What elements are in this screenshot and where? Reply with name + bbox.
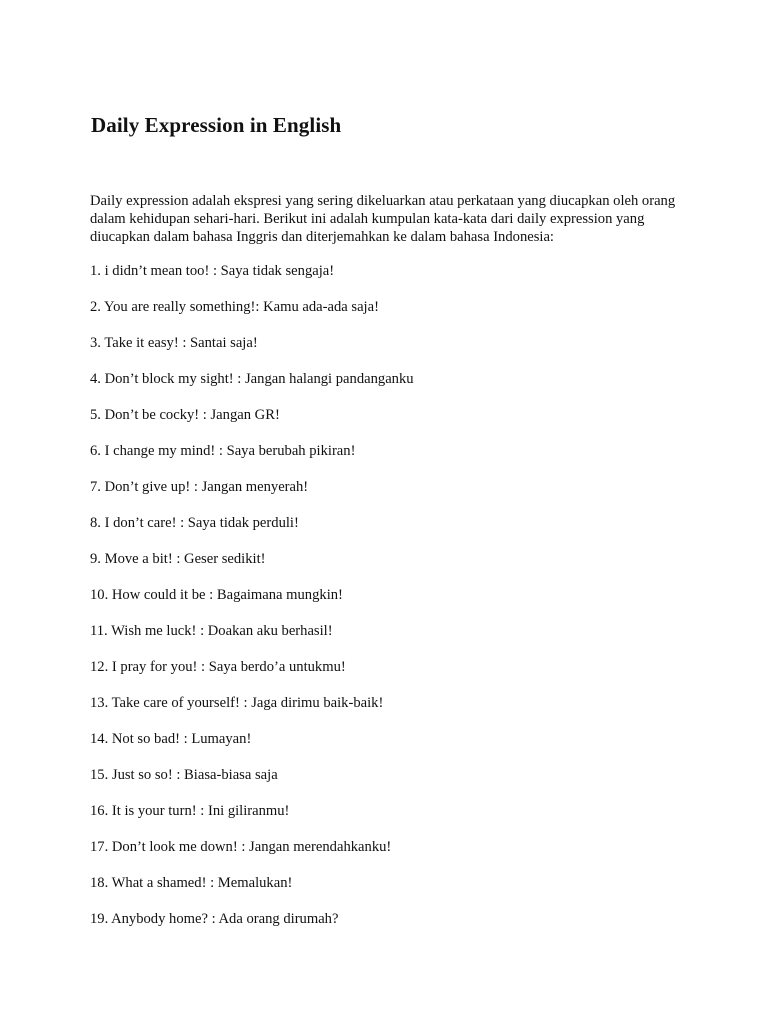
list-item: 4. Don’t block my sight! : Jangan halangi pandanganku (90, 371, 414, 387)
list-item: 18. What a shamed! : Memalukan! (90, 875, 293, 891)
list-item: 16. It is your turn! : Ini giliranmu! (90, 803, 290, 819)
list-item: 5. Don’t be cocky! : Jangan GR! (90, 407, 280, 423)
list-item: 6. I change my mind! : Saya berubah pikiran! (90, 443, 356, 459)
list-item: 10. How could it be : Bagaimana mungkin! (90, 587, 343, 603)
list-item: 8. I don’t care! : Saya tidak perduli! (90, 515, 299, 531)
list-item: 2. You are really something!: Kamu ada-ada saja! (90, 299, 379, 315)
list-item: 19. Anybody home? : Ada orang dirumah? (90, 911, 339, 927)
document-title: Daily Expression in English (91, 113, 342, 137)
expression-list (90, 262, 690, 946)
list-item: 12. I pray for you! : Saya berdo’a untukmu! (90, 659, 346, 675)
list-item: 3. Take it easy! : Santai saja! (90, 335, 258, 351)
list-item: 14. Not so bad! : Lumayan! (90, 731, 252, 747)
list-item: 13. Take care of yourself! : Jaga dirimu baik-baik! (90, 695, 384, 711)
list-item: 15. Just so so! : Biasa-biasa saja (90, 767, 278, 783)
list-item: 11. Wish me luck! : Doakan aku berhasil! (90, 623, 333, 639)
intro-paragraph: Daily expression adalah ekspresi yang sering dikeluarkan atau perkataan yang diucapkan oleh orang dalam kehidupan sehari-hari. Berikut ini adalah kumpulan kata-kata dari daily expression yang diucapkan dalam bahasa Inggris dan diterjemahkan ke dalam bahasa Indonesia: (90, 193, 676, 245)
list-item: 7. Don’t give up! : Jangan menyerah! (90, 479, 309, 495)
list-item: 1. i didn’t mean too! : Saya tidak sengaja! (90, 263, 335, 279)
list-item: 9. Move a bit! : Geser sedikit! (90, 551, 266, 567)
list-item: 17. Don’t look me down! : Jangan merendahkanku! (90, 839, 392, 855)
